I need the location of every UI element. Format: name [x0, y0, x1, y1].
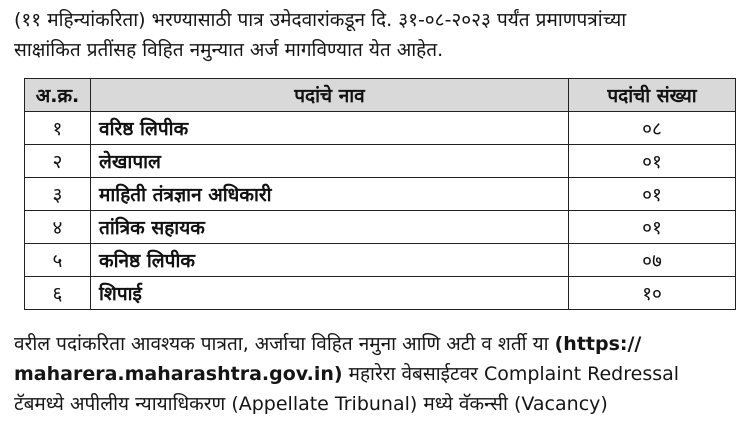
row-serial-no: ६	[25, 277, 91, 310]
row-post-count: ०१	[569, 211, 736, 244]
header-post-count: पदांची संख्या	[569, 79, 736, 112]
row-post-count: ०७	[569, 244, 736, 277]
row-post-name: वरिष्ठ लिपीक	[91, 112, 569, 145]
row-post-name: तांत्रिक सहायक	[91, 211, 569, 244]
table-header-row	[25, 79, 736, 112]
row-post-count: १०	[569, 277, 736, 310]
table-row	[25, 277, 736, 310]
row-post-count: ०१	[569, 145, 736, 178]
footer-line-1	[14, 330, 738, 359]
posts-table	[24, 78, 736, 310]
footer-line-3: टॅबमध्ये अपीलीय न्यायाधिकरण (Appellate Tribunal) मध्ये वॅकन्सी (Vacancy)	[14, 393, 608, 415]
row-serial-no: ५	[25, 244, 91, 277]
footer-line-2	[14, 360, 738, 389]
row-post-name: कनिष्ठ लिपीक	[91, 244, 569, 277]
header-post-name: पदांचे नाव	[91, 79, 569, 112]
table-row	[25, 244, 736, 277]
row-post-name: लेखापाल	[91, 145, 569, 178]
row-post-name: शिपाई	[91, 277, 569, 310]
row-serial-no: १	[25, 112, 91, 145]
table-row	[25, 178, 736, 211]
intro-line-1: (११ महिन्यांकरिता) भरण्यासाठी पात्र उमेदवारांकडून दि. ३१-०८-२०२३ पर्यंत प्रमाणपत्रांच्या	[14, 9, 627, 31]
intro-line-2: साक्षांकित प्रतींसह विहित नमुन्यात अर्ज मागविण्यात येत आहेत.	[14, 39, 444, 61]
row-serial-no: ३	[25, 178, 91, 211]
row-post-count: ०१	[569, 178, 736, 211]
row-serial-no: ४	[25, 211, 91, 244]
website-link-start[interactable]: (https://	[554, 333, 642, 355]
row-post-name: माहिती तंत्रज्ञान अधिकारी	[91, 178, 569, 211]
table-row	[25, 112, 736, 145]
footer-line-1-text: वरील पदांकरिता आवश्यक पात्रता, अर्जाचा विहित नमुना आणि अटी व शर्ती या	[14, 333, 549, 355]
header-serial-no: अ.क्र.	[25, 79, 91, 112]
table-row	[25, 211, 736, 244]
row-serial-no: २	[25, 145, 91, 178]
table-row	[25, 145, 736, 178]
row-post-count: ०८	[569, 112, 736, 145]
footer-line-2-text: महारेरा वेबसाईटवर Complaint Redressal	[348, 363, 680, 385]
website-link-domain[interactable]: maharera.maharashtra.gov.in)	[14, 363, 343, 385]
